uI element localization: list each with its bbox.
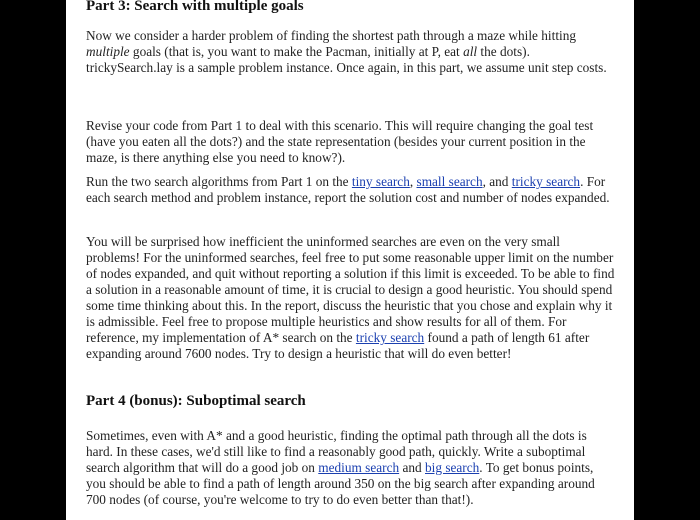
text-run: Sometimes, even with A* and a good heuristic, finding the optimal path through all the dots is hard. In these cases, we'd still like to find a reasonably good path, quickly. Write a suboptimal search algorithm that will do a good job on [86, 428, 587, 475]
part4-heading: Part 4 (bonus): Suboptimal search [86, 393, 306, 409]
big-search-link[interactable]: big search [425, 460, 480, 475]
text-run: , and [482, 174, 512, 189]
text-run: . To get bonus points, you should be able to find a path of length around 350 on the big search after expanding around 700 nodes (of course, you're welcome to try to do even better than that!). [86, 460, 595, 507]
part3-revise-paragraph: Revise your code from Part 1 to deal with this scenario. This will require changing the goal test (have you eaten all the dots?) and the state representation (besides your current position in the maze, is there anything else you need to know?). [86, 118, 594, 165]
document-page [66, 0, 634, 520]
emphasis-all: all [463, 44, 478, 59]
part3-heuristic-paragraph [86, 234, 616, 362]
text-run: , [409, 174, 417, 189]
part4-suboptimal-paragraph [86, 428, 616, 508]
tricky-search-link[interactable]: tricky search [511, 174, 581, 189]
small-search-link[interactable]: small search [416, 174, 483, 189]
tiny-search-link[interactable]: tiny search [351, 174, 410, 189]
text-run: You will be surprised how inefficient the uninformed searches are even on the very small problems! For the uninformed searches, feel free to put some reasonable upper limit on the number of nodes expanded, and quit without reporting a solution if this limit is exceeded. To be able to find a solution in a reasonable amount of time, it is crucial to design a good heuristic. You should spend some time thinking about this. In the report, discuss the heuristic that you chose and explain why it is admissible. Feel free to propose multiple heuristics and show results for all of them. For reference, my implementation of A* search on the [86, 234, 615, 345]
text-run: goals (that is, you want to make the Pacman, initially at P, eat [129, 44, 464, 59]
part3-run-paragraph [86, 174, 616, 206]
text-run: Now we consider a harder problem of finding the shortest path through a maze while hitting [86, 28, 577, 43]
part3-intro-paragraph [86, 28, 616, 76]
medium-search-link[interactable]: medium search [318, 460, 400, 475]
text-run: Run the two search algorithms from Part 1 on the [86, 174, 352, 189]
text-run: the dots). trickySearch.lay is a sample problem instance. Once again, in this part, we assume unit step costs. [86, 44, 607, 75]
tricky-search-link-2[interactable]: tricky search [355, 330, 425, 345]
part3-heading: Part 3: Search with multiple goals [86, 0, 304, 14]
emphasis-multiple: multiple [86, 44, 130, 59]
text-run: found a path of length 61 after expanding around 7600 nodes. Try to design a heuristic that will do even better! [86, 330, 590, 361]
text-run: and [399, 460, 425, 475]
text-run: . For each search method and problem instance, report the solution cost and number of nodes expanded. [86, 174, 610, 205]
